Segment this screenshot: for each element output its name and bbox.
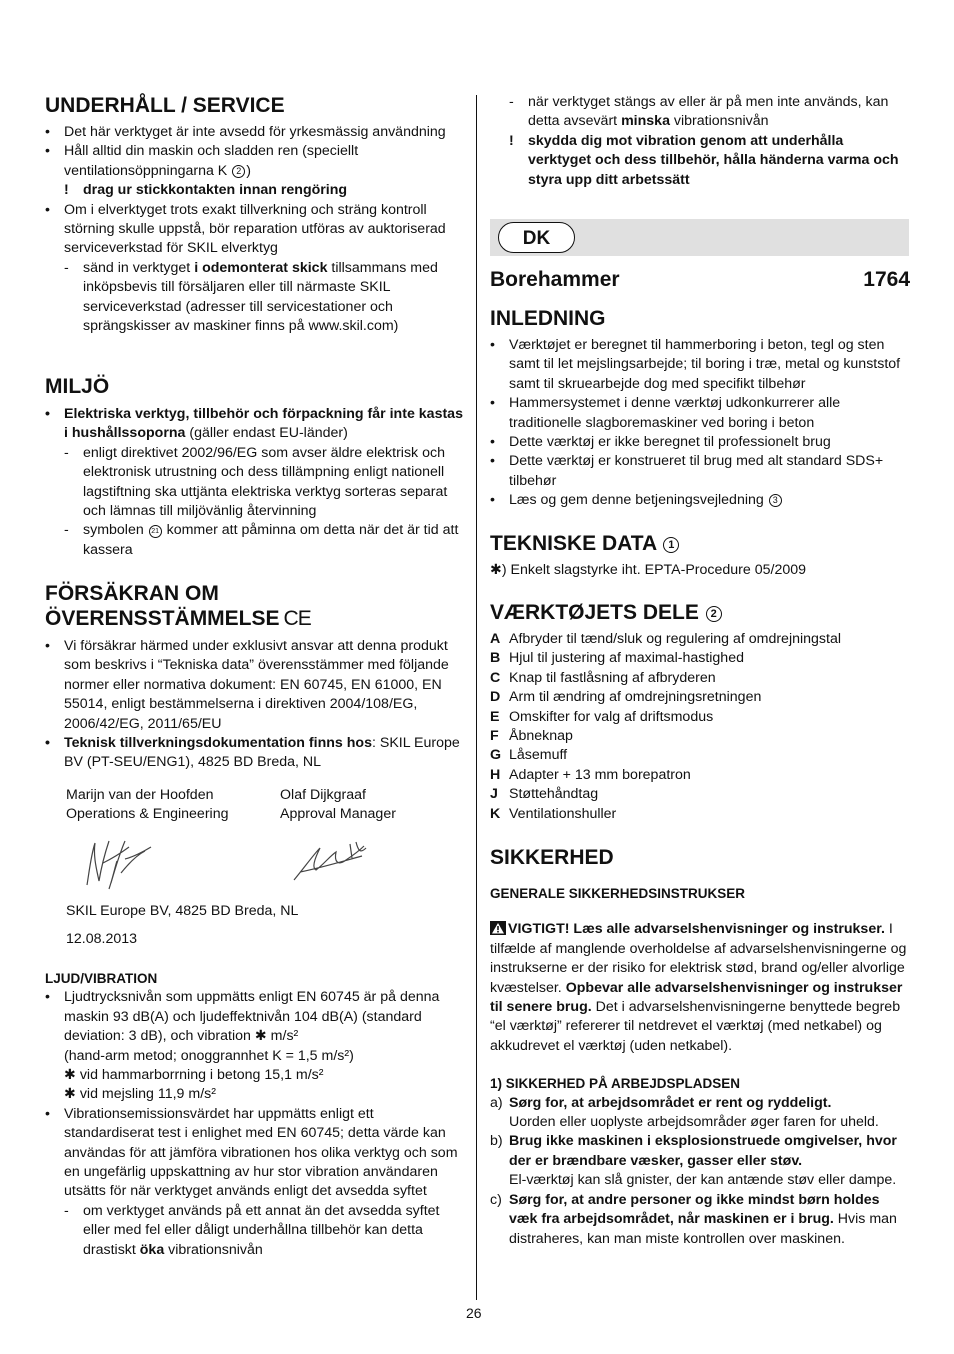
section-heading: INLEDNING <box>490 307 606 330</box>
part-item: A Afbryder til tænd/sluk og regulering af omdrejningstal <box>490 631 841 647</box>
product-name: Borehammer <box>490 268 620 291</box>
sub-item: - symbolen 21 kommer att påminna om detta när det är tid att kassera <box>64 522 459 558</box>
list-item: • Det här verktyget är inte avsedd för yrkesmässig användning <box>45 124 446 140</box>
sub-item: - enligt direktivet 2002/96/EG som avser äldre elektrisk och elektronisk utrustning och dess tillämpning enligt nationell lagstiftning ska uttjänta elektriska verktyg sorteras separat och lämnas till miljövänlig återvinning <box>64 444 448 520</box>
signatory-1: Marijn van der Hoofden Operations & Engineering <box>66 787 229 823</box>
signature-1-icon <box>81 833 161 895</box>
list-item: • Håll alltid din maskin och sladden ren (speciellt ventilationsöppningarna K 2 ) <box>45 143 359 179</box>
model-number: 1764 <box>863 268 910 291</box>
product-title <box>490 267 910 292</box>
section-underhall <box>45 93 465 336</box>
section-dele <box>490 600 910 824</box>
section-heading: SIKKERHED <box>490 846 614 869</box>
part-item: F Åbneknap <box>490 728 573 745</box>
sub-item: - sänd in verktyget i odemonterat skick tillsammans med inköpsbevis till försäljaren eller till närmaste SKIL serviceverkstad (adresser till servicestationer och sprängskisser av maskiner finns på www.skil.com) <box>64 259 438 335</box>
section-heading: LJUD/VIBRATION <box>45 971 158 986</box>
ref-number: 2 <box>706 606 722 622</box>
list-item: c) Sørg for, at andre personer og ikke mindst børn holdes væk fra arbejdsområdet, når maskinen er i brug. Hvis man distraheres, kan man miste kontrollen over maskinen. <box>490 1191 897 1247</box>
sub-item: - när verktyget stängs av eller är på men inte används, kan detta avsevärt minska vibrationsnivån <box>509 94 889 130</box>
company-address: SKIL Europe BV, 4825 BD Breda, NL <box>66 903 299 919</box>
list-item: b) Brug ikke maskinen i eksplosionstruede omgivelser, hvor der er brændbare væsker, gasser eller støv. El-værktøj kan slå gnister, der kan antænde støv eller dampe. <box>490 1133 897 1189</box>
ref-number: 21 <box>149 525 162 538</box>
page-number: 26 <box>466 1305 482 1321</box>
list-item: • Vibrationsemissionsvärdet har uppmätts enligt ett standardiserat test i enlighet med EN 60745; detta värde kan användas för att jämföra vibrationen hos olika verktyg och som en ungefärlig uppskattning av hur stor vibration användaren utsätts för när verktyget används enligt det avsedda syftet <box>45 1105 458 1200</box>
list-item: a) Sørg for, at arbejdsområdet er rent og ryddeligt. Uorden eller uoplyste arbejdsområder øger faren for uheld. <box>490 1094 879 1131</box>
signature-2-icon <box>290 838 370 886</box>
ref-number: 3 <box>769 494 782 507</box>
section-heading: VÆRKTØJETS DELE 2 <box>490 600 910 625</box>
language-bar <box>490 219 909 256</box>
list-item: • Dette værktøj er ikke beregnet til professionelt brug <box>490 434 831 451</box>
list-item: • Dette værktøj er konstrueret til brug med alt standard SDS+ tilbehør <box>490 453 884 489</box>
part-item: J Støttehåndtag <box>490 786 599 803</box>
list-item: • Hammersystemet i denne værktøj udkonkurrerer alle traditionelle slagboremaskiner ved boring i beton <box>490 395 841 431</box>
part-item: K Ventilationshuller <box>490 805 617 822</box>
section-miljo <box>45 374 465 560</box>
section-ljud <box>45 969 465 1260</box>
column-divider <box>476 95 477 1300</box>
list-item: • Værktøjet er beregnet til hammerboring i beton, tegl og sten samt til let mejslingsarbejde; til boring i træ, metal og kunststof samt til skruearbejde dog med specifikt tilbehør <box>490 337 901 392</box>
ref-number: 2 <box>232 165 245 178</box>
warning-triangle-icon <box>490 921 506 935</box>
subsection-heading: 1) SIKKERHED PÅ ARBEJDSPLADSEN <box>490 1076 741 1092</box>
section-heading: UNDERHÅLL / SERVICE <box>45 94 285 117</box>
section-heading: TEKNISKE DATA 1 <box>490 531 910 556</box>
warning-item: ! drag ur stickkontakten innan rengöring <box>64 182 348 199</box>
sub-item: - om verktyget används på ett annat än det avsedda syftet eller med fel eller dåligt underhållna tillbehör kan detta drastiskt öka vibrationsnivån <box>64 1202 440 1258</box>
signature-date: 12.08.2013 <box>66 931 138 947</box>
list-item: • Elektriska verktyg, tillbehör och förpackning får inte kastas i hushållssoporna (gäller endast EU-länder) <box>45 406 463 442</box>
subsection-heading: GENERALE SIKKERHEDSINSTRUKSER <box>490 886 746 901</box>
part-item: D Arm til ændring af omdrejningsretningen <box>490 689 762 706</box>
part-item: B Hjul til justering af maximal-hastighed <box>490 650 744 667</box>
section-heading: MILJÖ <box>45 375 110 398</box>
list-item: • Vi försäkrar härmed under exklusivt ansvar att denna produkt som beskrivs i “Tekniska data” överensstämmer med följande normer eller normativa dokument: EN 60745, EN 61000, EN 55014, enligt bestämmelserna i direktiven 2004/108/EG, 2006/42/EG, 2011/65/EU <box>45 638 449 732</box>
section-inledning <box>490 306 910 511</box>
warning-item: ! skydda dig mot vibration genom att underhålla verktyget och dess tillbehör, hålla händerna varma och styra upp ditt arbetssätt <box>509 132 899 188</box>
ref-number: 1 <box>663 537 679 553</box>
part-item: E Omskifter for valg af driftsmodus <box>490 708 714 725</box>
section-vibration-cont <box>490 93 910 190</box>
section-tekniske <box>490 531 910 580</box>
part-item: H Adapter + 13 mm borepatron <box>490 766 691 783</box>
list-item: • Ljudtrycksnivån som uppmätts enligt EN 60745 är på denna maskin 93 dB(A) och ljudeffektnivån 104 dB(A) (standard deviation: 3 dB), och vibration ✱ m/s² (hand-arm metod; onoggrannhet K = 1,5 m/s²) ✱ vid hammarborrning i betong 15,1 m/s² ✱ vid mejsling 11,9 m/s² <box>45 989 440 1103</box>
section-forsakran <box>45 581 465 773</box>
list-item: • Teknisk tillverkningsdokumentation finns hos: SKIL Europe BV (PT-SEU/ENG1), 4825 BD Breda, NL <box>45 735 460 771</box>
section-heading: FÖRSÄKRAN OM ÖVERENSSTÄMMELSE CE <box>45 582 311 630</box>
part-item: G Låsemuff <box>490 747 568 764</box>
list-item: • Læs og gem denne betjeningsvejledning 3 <box>490 491 910 510</box>
parts-list <box>490 630 910 824</box>
footnote: ✱) Enkelt slagstyrke iht. EPTA-Procedure 05/2009 <box>490 562 807 578</box>
section-sikkerhed <box>490 845 910 1249</box>
warning-paragraph: VIGTIGT! Læs alle advarselshenvisninger og instrukser. I tilfælde af manglende overholdelse af advarselshenvisningerne og instrukserne er der risiko for elektrisk stød, brand og/eller alvorlige kvæstelser. Opbevar alle advarselshenvisninger og instrukser til senere brug. Det i advarselshenvisningerne benyttede begreb “el værktøj” refererer til netdrevet el værktøj (med netkabel) og akkudrevet el værktøj (uden netkabel). <box>490 921 907 1054</box>
ce-mark-icon: CE <box>283 607 311 630</box>
list-item: • Om i elverktyget trots exakt tillverkning och sträng kontroll störning skulle uppstå, bör reparation utföras av auktoriserad serviceverkstad för SKIL elverktyg <box>45 201 446 257</box>
language-badge: DK <box>498 222 575 253</box>
part-item: C Knap til fastlåsning af afbryderen <box>490 669 716 686</box>
signatory-2: Olaf Dijkgraaf Approval Manager <box>280 787 396 823</box>
